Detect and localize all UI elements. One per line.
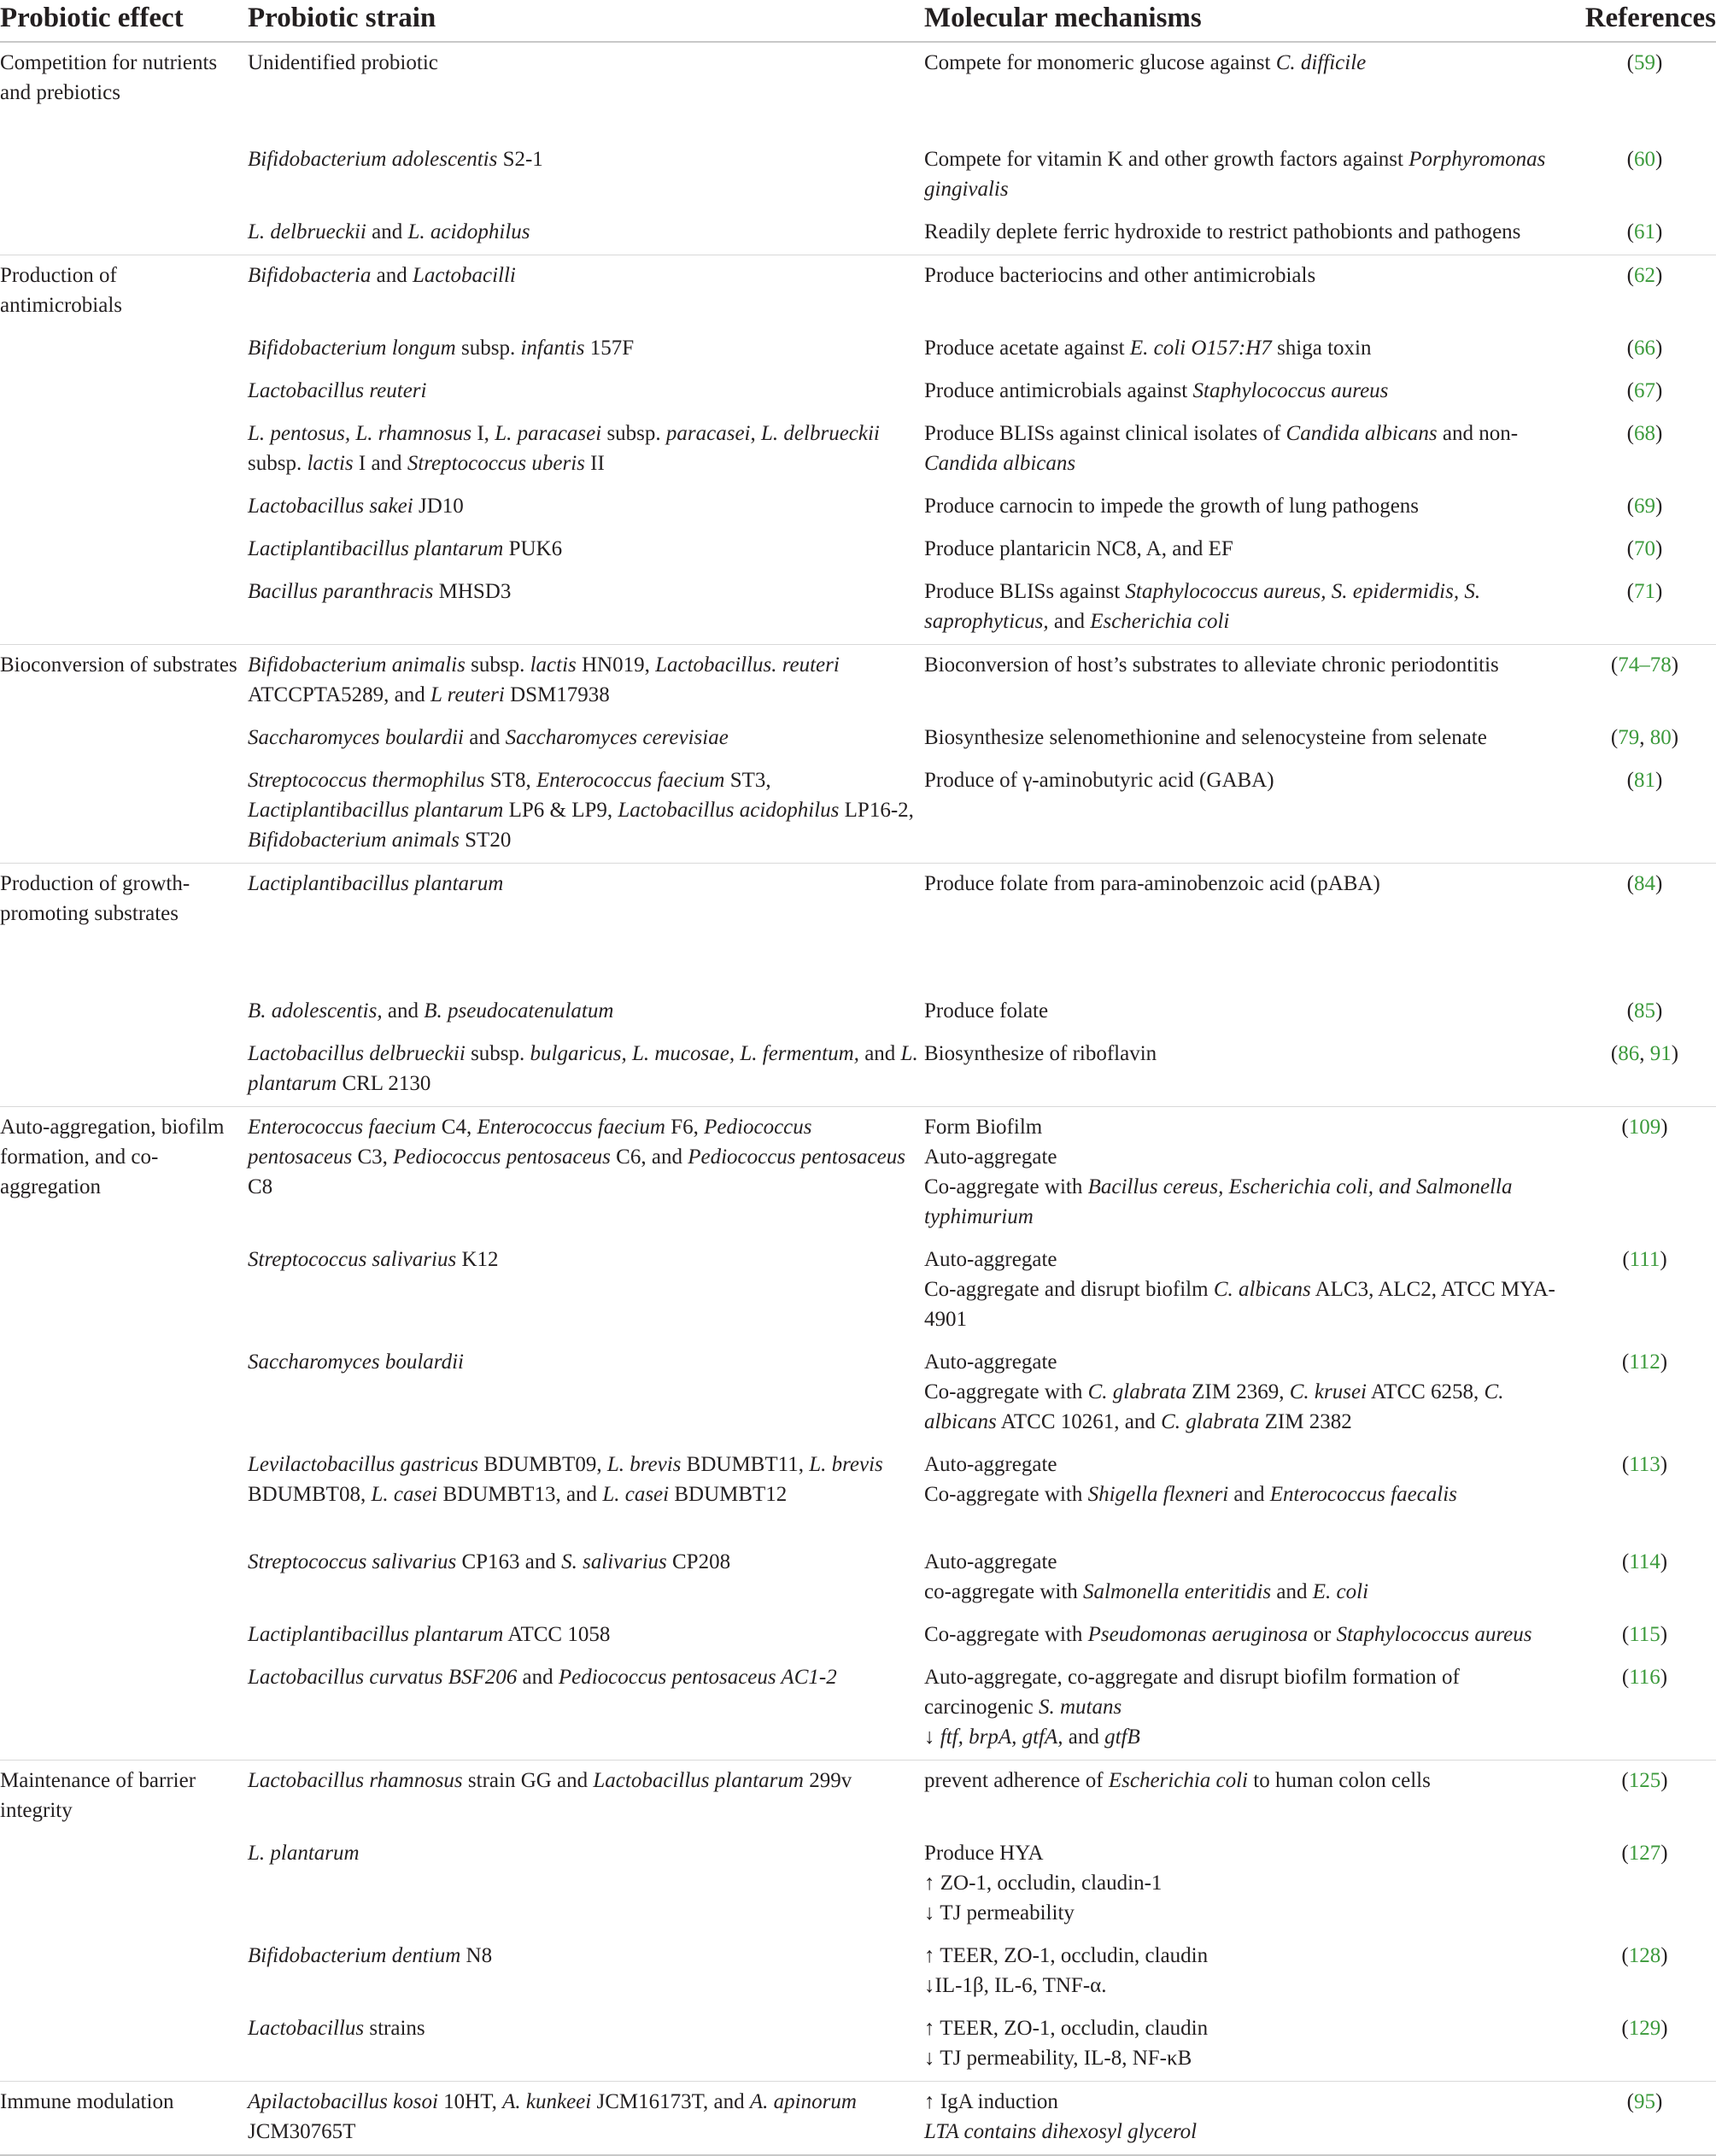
cell-probiotic-strain: Bacillus paranthracis MHSD3 — [248, 580, 512, 603]
cell-probiotic-strain: Enterococcus faecium C4, Enterococcus faecium F6, Pediococcus pentosaceus C3, Pediococcus pentosaceus C6, and Pediococcus pentosaceus C8 — [248, 1106, 924, 1239]
table-row — [0, 1034, 1716, 1107]
table-row — [0, 413, 1716, 486]
cell-molecular-mechanism: ↑ TEER, ZO-1, occludin, claudin ↓ TJ permeability, IL-8, NF-κB — [924, 2016, 1209, 2070]
cell-molecular-mechanism: Co-aggregate with Pseudomonas aeruginosa or Staphylococcus aureus — [924, 1622, 1532, 1646]
cell-probiotic-effect — [0, 486, 248, 529]
cell-probiotic-strain: Bifidobacterium adolescentis S2-1 — [248, 148, 543, 171]
cell-molecular-mechanism: Produce of γ-aminobutyric acid (GABA) — [924, 769, 1274, 792]
cell-probiotic-strain: Bifidobacterium dentium N8 — [248, 1943, 493, 1967]
reference-link[interactable]: 60 — [1634, 148, 1655, 171]
cell-molecular-mechanism: Produce BLISs against clinical isolates of Candida albicans and non-Candida albicans — [924, 422, 1519, 475]
cell-probiotic-effect — [0, 1833, 248, 1936]
table-row — [0, 1936, 1716, 2008]
cell-molecular-mechanism: Auto-aggregate, co-aggregate and disrupt biofilm formation of carcinogenic S. mutans ↓ ftf, brpA, gtfA, and gtfB — [924, 1665, 1460, 1749]
header-mechanism: Molecular mechanisms — [924, 2, 1202, 33]
table-row — [0, 1833, 1716, 1936]
cell-molecular-mechanism: Produce BLISs against Staphylococcus aureus, S. epidermidis, S. saprophyticus, and Escherichia coli — [924, 580, 1481, 633]
cell-references: (113) — [1621, 1452, 1668, 1476]
reference-link[interactable]: 85 — [1634, 999, 1655, 1022]
cell-probiotic-effect — [0, 1614, 248, 1657]
cell-probiotic-effect — [0, 1936, 248, 2008]
table-row — [0, 1106, 1716, 1239]
cell-molecular-mechanism: ↑ TEER, ZO-1, occludin, claudin ↓IL-1β, IL-6, TNF-α. — [924, 1943, 1209, 1997]
cell-references: (114) — [1621, 1550, 1668, 1573]
table-row — [0, 212, 1716, 255]
cell-molecular-mechanism: Produce plantaricin NC8, A, and EF — [924, 537, 1233, 560]
cell-molecular-mechanism: Biosynthesize selenomethionine and selenocysteine from selenate — [924, 726, 1487, 749]
cell-probiotic-effect — [0, 2008, 248, 2082]
cell-probiotic-strain: Lactobacillus strains — [248, 2016, 425, 2040]
cell-molecular-mechanism: Auto-aggregate Co-aggregate with Shigella flexneri and Enterococcus faecalis — [924, 1452, 1457, 1506]
cell-probiotic-strain: Streptococcus salivarius CP163 and S. salivarius CP208 — [248, 1550, 731, 1573]
cell-references: (61) — [1626, 220, 1663, 243]
reference-link[interactable]: 125 — [1628, 1768, 1661, 1792]
cell-probiotic-effect — [0, 1657, 248, 1761]
cell-probiotic-effect — [0, 371, 248, 413]
cell-probiotic-strain: Lactobacillus curvatus BSF206 and Pediococcus pentosaceus AC1-2 — [248, 1665, 837, 1689]
table-row — [0, 864, 1716, 991]
cell-references: (81) — [1626, 769, 1663, 792]
cell-probiotic-effect: Competition for nutrients and prebiotics — [0, 42, 248, 139]
cell-references: (115) — [1621, 1622, 1668, 1646]
cell-probiotic-effect — [0, 328, 248, 371]
cell-probiotic-effect — [0, 529, 248, 571]
reference-link[interactable]: 127 — [1628, 1841, 1661, 1865]
cell-molecular-mechanism: Produce carnocin to impede the growth of lung pathogens — [924, 495, 1420, 518]
reference-link[interactable]: 113 — [1629, 1452, 1660, 1476]
table-row — [0, 718, 1716, 760]
cell-probiotic-strain: Streptococcus salivarius K12 — [248, 1247, 499, 1271]
table-row — [0, 1542, 1716, 1614]
table-row — [0, 1239, 1716, 1342]
cell-references: (111) — [1622, 1247, 1667, 1271]
cell-references: (71) — [1626, 580, 1663, 603]
cell-probiotic-strain: Saccharomyces boulardii and Saccharomyces cerevisiae — [248, 726, 729, 749]
reference-link[interactable]: 79 — [1618, 726, 1640, 749]
cell-references: (95) — [1573, 2081, 1716, 2155]
cell-references: (59) — [1573, 42, 1716, 139]
cell-probiotic-strain: Levilactobacillus gastricus BDUMBT09, L. brevis BDUMBT11, L. brevis BDUMBT08, L. casei BDUMBT13, and L. casei BDUMBT12 — [248, 1452, 883, 1506]
reference-link[interactable]: 70 — [1634, 537, 1655, 560]
reference-link[interactable]: 95 — [1634, 2089, 1655, 2113]
reference-link[interactable]: 116 — [1629, 1665, 1660, 1689]
table-row — [0, 486, 1716, 529]
cell-probiotic-effect — [0, 991, 248, 1034]
cell-molecular-mechanism: prevent adherence of Escherichia coli to human colon cells — [924, 1760, 1573, 1833]
table-row — [0, 645, 1716, 718]
cell-references: (70) — [1626, 537, 1663, 560]
cell-references: (79, 80) — [1610, 726, 1679, 749]
cell-references: (86, 91) — [1610, 1041, 1679, 1065]
cell-probiotic-strain: L. pentosus, L. rhamnosus I, L. paracasei subsp. paracasei, L. delbrueckii subsp. lactis I and Streptococcus uberis II — [248, 422, 880, 475]
table-row — [0, 1614, 1716, 1657]
cell-references: (84) — [1573, 864, 1716, 991]
cell-probiotic-strain: Lactobacillus sakei JD10 — [248, 495, 464, 518]
reference-link[interactable]: 67 — [1634, 379, 1655, 402]
cell-molecular-mechanism: Produce HYA ↑ ZO-1, occludin, claudin-1 ↓ TJ permeability — [924, 1841, 1163, 1925]
cell-molecular-mechanism: Auto-aggregate Co-aggregate with C. glabrata ZIM 2369, C. krusei ATCC 6258, C. albicans ATCC 10261, and C. glabrata ZIM 2382 — [924, 1350, 1504, 1433]
reference-link[interactable]: 86 — [1618, 1041, 1640, 1065]
cell-probiotic-effect — [0, 212, 248, 255]
reference-link[interactable]: 109 — [1628, 1115, 1661, 1139]
table-row — [0, 1342, 1716, 1444]
table-row — [0, 2081, 1716, 2155]
cell-probiotic-strain: Saccharomyces boulardii — [248, 1350, 464, 1374]
table-row — [0, 255, 1716, 329]
reference-link[interactable]: 66 — [1634, 337, 1655, 360]
cell-probiotic-effect: Production of growth-promoting substrates — [0, 864, 248, 991]
cell-molecular-mechanism: Produce bacteriocins and other antimicrobials — [924, 255, 1573, 329]
cell-probiotic-strain: Lactobacillus reuteri — [248, 379, 427, 402]
header-references: References — [1584, 2, 1716, 33]
cell-references: (112) — [1621, 1350, 1668, 1374]
cell-references: (125) — [1573, 1760, 1716, 1833]
cell-probiotic-effect — [0, 139, 248, 212]
header-strain: Probiotic strain — [248, 2, 436, 33]
cell-references: (127) — [1621, 1841, 1668, 1865]
table-header — [0, 0, 1716, 42]
reference-link[interactable]: 114 — [1629, 1550, 1660, 1573]
reference-link[interactable]: 81 — [1634, 769, 1655, 792]
reference-link[interactable]: 59 — [1634, 51, 1655, 74]
cell-references: (66) — [1626, 337, 1663, 360]
cell-probiotic-strain: Lactobacillus rhamnosus strain GG and Lactobacillus plantarum 299v — [248, 1760, 924, 1833]
table-row — [0, 529, 1716, 571]
cell-molecular-mechanism: Auto-aggregate Co-aggregate and disrupt biofilm C. albicans ALC3, ALC2, ATCC MYA-4901 — [924, 1247, 1555, 1331]
cell-probiotic-strain: Bifidobacterium animalis subsp. lactis HN019, Lactobacillus. reuteri ATCCPTA5289, and L reuteri DSM17938 — [248, 645, 924, 718]
cell-probiotic-effect — [0, 413, 248, 486]
header-row — [0, 0, 1716, 42]
cell-probiotic-strain: Bifidobacteria and Lactobacilli — [248, 255, 924, 329]
cell-molecular-mechanism: Produce folate from para-aminobenzoic acid (pABA) — [924, 864, 1573, 991]
cell-probiotic-effect: Maintenance of barrier integrity — [0, 1760, 248, 1833]
cell-molecular-mechanism: ↑ IgA induction LTA contains dihexosyl glycerol — [924, 2081, 1573, 2155]
table-row — [0, 1444, 1716, 1542]
cell-probiotic-strain: Bifidobacterium longum subsp. infantis 157F — [248, 337, 635, 360]
cell-probiotic-strain: Lactiplantibacillus plantarum PUK6 — [248, 537, 563, 560]
cell-probiotic-strain: Unidentified probiotic — [248, 42, 924, 139]
table-row — [0, 991, 1716, 1034]
cell-references: (69) — [1626, 495, 1663, 518]
cell-references: (116) — [1621, 1665, 1668, 1689]
reference-link[interactable]: 68 — [1634, 422, 1655, 445]
reference-link[interactable]: 62 — [1634, 264, 1655, 287]
table-row — [0, 760, 1716, 864]
cell-probiotic-strain: Lactiplantibacillus plantarum ATCC 1058 — [248, 1622, 611, 1646]
cell-references: (74–78) — [1573, 645, 1716, 718]
reference-link[interactable]: 84 — [1634, 872, 1655, 895]
cell-molecular-mechanism: Produce folate — [924, 999, 1049, 1022]
cell-molecular-mechanism: Biosynthesize of riboflavin — [924, 1041, 1157, 1065]
cell-references: (67) — [1626, 379, 1663, 402]
reference-link[interactable]: 91 — [1649, 1041, 1672, 1065]
reference-link[interactable]: 69 — [1634, 495, 1655, 518]
cell-probiotic-effect — [0, 1034, 248, 1107]
cell-molecular-mechanism: Form Biofilm Auto-aggregate Co-aggregate with Bacillus cereus, Escherichia coli, and Salmonella typhimurium — [924, 1106, 1573, 1239]
cell-molecular-mechanism: Bioconversion of host’s substrates to alleviate chronic periodontitis — [924, 645, 1573, 718]
reference-link[interactable]: 74–78 — [1618, 653, 1672, 677]
reference-link[interactable]: 61 — [1634, 220, 1655, 243]
table-row — [0, 1760, 1716, 1833]
cell-molecular-mechanism: Auto-aggregate co-aggregate with Salmonella enteritidis and E. coli — [924, 1550, 1369, 1603]
cell-probiotic-effect: Auto-aggregation, biofilm formation, and co-aggregation — [0, 1106, 248, 1239]
reference-link[interactable]: 128 — [1628, 1943, 1661, 1967]
reference-link[interactable]: 129 — [1628, 2016, 1661, 2040]
cell-probiotic-effect — [0, 718, 248, 760]
reference-link[interactable]: 71 — [1634, 580, 1655, 603]
reference-link[interactable]: 115 — [1629, 1622, 1660, 1646]
header-effect: Probiotic effect — [0, 2, 184, 33]
cell-references: (85) — [1626, 999, 1663, 1022]
cell-probiotic-effect — [0, 760, 248, 864]
cell-probiotic-effect — [0, 1542, 248, 1614]
cell-references: (60) — [1626, 148, 1663, 171]
table-row — [0, 139, 1716, 212]
cell-molecular-mechanism: Compete for monomeric glucose against C. difficile — [924, 42, 1573, 139]
cell-probiotic-strain: Lactiplantibacillus plantarum — [248, 864, 924, 991]
table-row — [0, 371, 1716, 413]
cell-molecular-mechanism: Compete for vitamin K and other growth factors against Porphyromonas gingivalis — [924, 148, 1546, 201]
table-row — [0, 2008, 1716, 2082]
cell-probiotic-effect: Immune modulation — [0, 2081, 248, 2155]
cell-probiotic-effect — [0, 571, 248, 645]
reference-link[interactable]: 80 — [1649, 726, 1672, 749]
cell-probiotic-effect — [0, 1444, 248, 1542]
table-row — [0, 571, 1716, 645]
cell-probiotic-strain: Streptococcus thermophilus ST8, Enterococcus faecium ST3, Lactiplantibacillus plantarum LP6 & LP9, Lactobacillus acidophilus LP16-2, Bifidobacterium animals ST20 — [248, 769, 914, 852]
cell-probiotic-effect: Bioconversion of substrates — [0, 645, 248, 718]
table-row — [0, 328, 1716, 371]
cell-probiotic-effect: Production of antimicrobials — [0, 255, 248, 329]
cell-probiotic-strain: Apilactobacillus kosoi 10HT, A. kunkeei JCM16173T, and A. apinorum JCM30765T — [248, 2081, 924, 2155]
cell-references: (128) — [1621, 1943, 1668, 1967]
cell-references: (68) — [1626, 422, 1663, 445]
cell-molecular-mechanism: Produce antimicrobials against Staphylococcus aureus — [924, 379, 1389, 402]
cell-probiotic-effect — [0, 1239, 248, 1342]
cell-references: (129) — [1621, 2016, 1668, 2040]
table-body — [0, 42, 1716, 2155]
cell-references: (109) — [1573, 1106, 1716, 1239]
cell-probiotic-effect — [0, 1342, 248, 1444]
cell-molecular-mechanism: Readily deplete ferric hydroxide to restrict pathobionts and pathogens — [924, 220, 1521, 243]
cell-probiotic-strain: Lactobacillus delbrueckii subsp. bulgaricus, L. mucosae, L. fermentum, and L. plantarum CRL 2130 — [248, 1041, 918, 1095]
reference-link[interactable]: 112 — [1629, 1350, 1660, 1374]
table-row — [0, 1657, 1716, 1761]
cell-probiotic-strain: L. delbrueckii and L. acidophilus — [248, 220, 530, 243]
table-row — [0, 42, 1716, 139]
cell-probiotic-strain: B. adolescentis, and B. pseudocatenulatum — [248, 999, 614, 1022]
cell-references: (62) — [1573, 255, 1716, 329]
cell-molecular-mechanism: Produce acetate against E. coli O157:H7 shiga toxin — [924, 337, 1372, 360]
reference-link[interactable]: 111 — [1629, 1247, 1660, 1271]
cell-probiotic-strain: L. plantarum — [248, 1841, 360, 1865]
